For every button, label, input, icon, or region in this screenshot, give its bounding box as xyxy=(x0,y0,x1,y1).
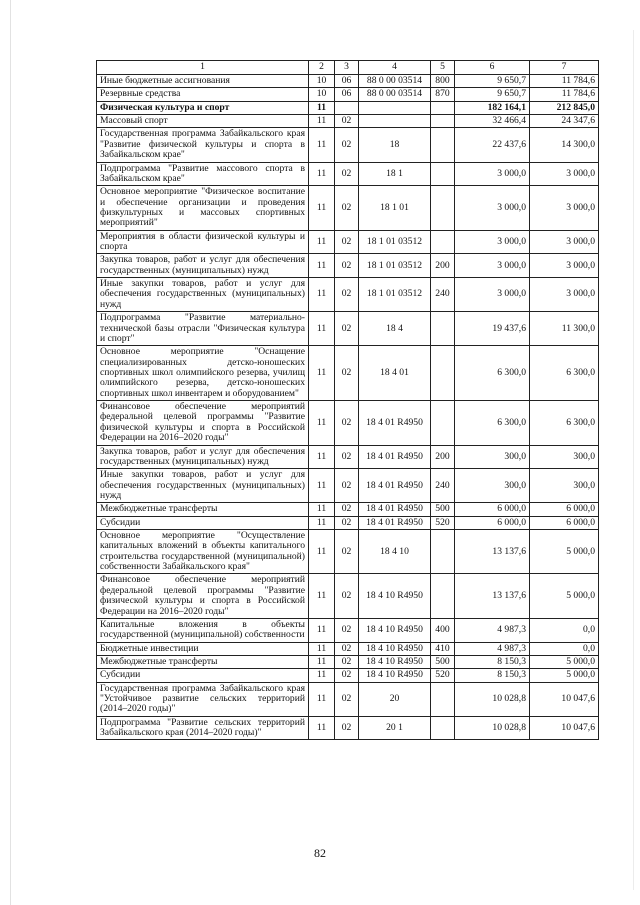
row-expense-type: 200 xyxy=(431,445,455,469)
row-subsection: 02 xyxy=(335,230,359,254)
row-target-code: 18 1 01 03512 xyxy=(359,230,431,254)
row-name: Подпрограмма "Развитие сельских территорий Забайкальского края (2014–2020 годы)" xyxy=(97,716,309,740)
row-amount-1: 3 000,0 xyxy=(455,186,530,230)
row-amount-2: 10 047,6 xyxy=(530,682,599,716)
row-amount-2: 3 000,0 xyxy=(530,186,599,230)
table-body xyxy=(97,61,599,740)
page-number: 82 xyxy=(314,846,326,860)
row-amount-2: 11 784,6 xyxy=(530,75,599,88)
row-amount-2: 11 784,6 xyxy=(530,88,599,101)
row-amount-1: 4 987,3 xyxy=(455,642,530,655)
table-row xyxy=(97,88,599,101)
row-amount-1: 6 000,0 xyxy=(455,516,530,529)
row-amount-2: 6 300,0 xyxy=(530,401,599,445)
row-expense-type xyxy=(431,186,455,230)
table-row xyxy=(97,642,599,655)
row-amount-2: 300,0 xyxy=(530,469,599,503)
row-section: 11 xyxy=(309,128,335,162)
row-amount-2: 5 000,0 xyxy=(530,655,599,668)
row-amount-1: 10 028,8 xyxy=(455,682,530,716)
row-expense-type xyxy=(431,230,455,254)
row-amount-1: 8 150,3 xyxy=(455,655,530,668)
row-amount-1: 13 137,6 xyxy=(455,574,530,618)
row-amount-2: 0,0 xyxy=(530,618,599,642)
row-expense-type xyxy=(431,101,455,114)
row-target-code xyxy=(359,101,431,114)
row-name: Мероприятия в области физической культуры и спорта xyxy=(97,230,309,254)
row-amount-1: 22 437,6 xyxy=(455,128,530,162)
scan-edge-right xyxy=(633,30,634,890)
row-expense-type xyxy=(431,682,455,716)
row-amount-2: 10 047,6 xyxy=(530,716,599,740)
row-target-code: 18 4 10 R4950 xyxy=(359,642,431,655)
row-section: 11 xyxy=(309,574,335,618)
row-subsection: 02 xyxy=(335,445,359,469)
row-subsection: 02 xyxy=(335,401,359,445)
row-name: Основное мероприятие "Осуществление капитальных вложений в объекты капитального строительства государственной (муниципальной) собственности Забайкальского края" xyxy=(97,530,309,574)
row-expense-type xyxy=(431,716,455,740)
header-cell-6: 6 xyxy=(455,61,530,75)
row-expense-type xyxy=(431,530,455,574)
row-amount-1: 3 000,0 xyxy=(455,230,530,254)
row-amount-1: 3 000,0 xyxy=(455,162,530,186)
table-row xyxy=(97,530,599,574)
row-expense-type: 870 xyxy=(431,88,455,101)
row-subsection: 02 xyxy=(335,503,359,516)
row-amount-1: 13 137,6 xyxy=(455,530,530,574)
row-name: Подпрограмма "Развитие материально-технической базы отрасли "Физическая культура и спорт" xyxy=(97,312,309,346)
row-section: 10 xyxy=(309,75,335,88)
row-section: 11 xyxy=(309,401,335,445)
table-row xyxy=(97,503,599,516)
row-section: 11 xyxy=(309,642,335,655)
row-name: Капитальные вложения в объекты государственной (муниципальной) собственности xyxy=(97,618,309,642)
row-expense-type xyxy=(431,312,455,346)
row-expense-type: 800 xyxy=(431,75,455,88)
header-row xyxy=(97,61,599,75)
row-amount-1: 9 650,7 xyxy=(455,75,530,88)
row-section: 11 xyxy=(309,530,335,574)
row-amount-2: 5 000,0 xyxy=(530,669,599,682)
row-subsection: 02 xyxy=(335,469,359,503)
row-name: Подпрограмма "Развитие массового спорта в Забайкальском крае" xyxy=(97,162,309,186)
row-amount-1: 19 437,6 xyxy=(455,312,530,346)
row-expense-type xyxy=(431,162,455,186)
row-target-code: 18 1 01 03512 xyxy=(359,254,431,278)
row-subsection: 02 xyxy=(335,716,359,740)
row-subsection: 02 xyxy=(335,655,359,668)
row-amount-2: 212 845,0 xyxy=(530,101,599,114)
row-subsection: 02 xyxy=(335,254,359,278)
row-amount-2: 3 000,0 xyxy=(530,254,599,278)
row-amount-1: 300,0 xyxy=(455,445,530,469)
row-section: 11 xyxy=(309,162,335,186)
row-amount-1: 3 000,0 xyxy=(455,278,530,312)
row-target-code: 18 4 01 xyxy=(359,346,431,401)
row-amount-2: 3 000,0 xyxy=(530,278,599,312)
row-target-code: 18 4 01 R4950 xyxy=(359,469,431,503)
table-row xyxy=(97,716,599,740)
row-amount-1: 3 000,0 xyxy=(455,254,530,278)
table-row xyxy=(97,278,599,312)
row-name: Основное мероприятие "Оснащение специализированных детско-юношеских спортивных школ олимпийского резерва, училищ олимпийского резерва, детско-юношеских спортивных школ инвентарем и оборудованием" xyxy=(97,346,309,401)
row-section: 11 xyxy=(309,101,335,114)
row-expense-type: 500 xyxy=(431,655,455,668)
row-section: 11 xyxy=(309,445,335,469)
row-amount-2: 6 300,0 xyxy=(530,346,599,401)
row-target-code: 20 xyxy=(359,682,431,716)
table-row xyxy=(97,75,599,88)
row-target-code: 18 4 10 R4950 xyxy=(359,655,431,668)
row-amount-1: 6 300,0 xyxy=(455,401,530,445)
scan-edge-left xyxy=(10,0,11,905)
row-subsection: 02 xyxy=(335,278,359,312)
row-amount-2: 300,0 xyxy=(530,445,599,469)
row-amount-2: 3 000,0 xyxy=(530,230,599,254)
row-section: 11 xyxy=(309,716,335,740)
row-amount-1: 182 164,1 xyxy=(455,101,530,114)
table-row xyxy=(97,115,599,128)
header-cell-7: 7 xyxy=(530,61,599,75)
row-amount-1: 300,0 xyxy=(455,469,530,503)
row-target-code: 88 0 00 03514 xyxy=(359,75,431,88)
row-subsection: 02 xyxy=(335,186,359,230)
row-name: Закупка товаров, работ и услуг для обеспечения государственных (муниципальных) нужд xyxy=(97,445,309,469)
row-subsection: 02 xyxy=(335,642,359,655)
row-section: 11 xyxy=(309,254,335,278)
row-section: 11 xyxy=(309,278,335,312)
row-target-code: 18 1 01 xyxy=(359,186,431,230)
row-amount-2: 0,0 xyxy=(530,642,599,655)
row-expense-type xyxy=(431,401,455,445)
table-row xyxy=(97,655,599,668)
row-subsection xyxy=(335,101,359,114)
row-amount-1: 4 987,3 xyxy=(455,618,530,642)
table-row xyxy=(97,346,599,401)
row-section: 11 xyxy=(309,503,335,516)
row-target-code: 18 4 10 xyxy=(359,530,431,574)
table-row xyxy=(97,128,599,162)
table-row xyxy=(97,669,599,682)
row-section: 11 xyxy=(309,346,335,401)
header-cell-2: 2 xyxy=(309,61,335,75)
row-expense-type: 520 xyxy=(431,516,455,529)
row-amount-2: 3 000,0 xyxy=(530,162,599,186)
row-subsection: 02 xyxy=(335,530,359,574)
row-subsection: 02 xyxy=(335,618,359,642)
row-section: 11 xyxy=(309,186,335,230)
row-section: 11 xyxy=(309,469,335,503)
row-name: Закупка товаров, работ и услуг для обеспечения государственных (муниципальных) нужд xyxy=(97,254,309,278)
row-amount-1: 6 000,0 xyxy=(455,503,530,516)
row-expense-type: 410 xyxy=(431,642,455,655)
row-section: 11 xyxy=(309,115,335,128)
row-amount-2: 6 000,0 xyxy=(530,516,599,529)
row-expense-type xyxy=(431,115,455,128)
table-row xyxy=(97,162,599,186)
row-target-code: 20 1 xyxy=(359,716,431,740)
row-target-code: 18 4 10 R4950 xyxy=(359,574,431,618)
row-amount-1: 32 466,4 xyxy=(455,115,530,128)
row-target-code xyxy=(359,115,431,128)
row-amount-1: 6 300,0 xyxy=(455,346,530,401)
table-row xyxy=(97,401,599,445)
row-subsection: 02 xyxy=(335,128,359,162)
row-name: Физическая культура и спорт xyxy=(97,101,309,114)
row-target-code: 18 4 01 R4950 xyxy=(359,401,431,445)
row-name: Межбюджетные трансферты xyxy=(97,655,309,668)
row-target-code: 18 4 01 R4950 xyxy=(359,503,431,516)
row-expense-type: 240 xyxy=(431,469,455,503)
table-row xyxy=(97,682,599,716)
row-subsection: 02 xyxy=(335,669,359,682)
table-row xyxy=(97,186,599,230)
row-amount-2: 5 000,0 xyxy=(530,574,599,618)
row-name: Межбюджетные трансферты xyxy=(97,503,309,516)
row-name: Бюджетные инвестиции xyxy=(97,642,309,655)
row-amount-1: 9 650,7 xyxy=(455,88,530,101)
row-name: Государственная программа Забайкальского края "Развитие физической культуры и спорта в Забайкальском крае" xyxy=(97,128,309,162)
row-expense-type: 500 xyxy=(431,503,455,516)
row-subsection: 02 xyxy=(335,346,359,401)
table-row xyxy=(97,445,599,469)
row-name: Массовый спорт xyxy=(97,115,309,128)
header-cell-4: 4 xyxy=(359,61,431,75)
row-target-code: 18 4 10 R4950 xyxy=(359,618,431,642)
row-name: Финансовое обеспечение мероприятий федеральной целевой программы "Развитие физической культуры и спорта в Российской Федерации на 2016–2020 годы" xyxy=(97,401,309,445)
row-subsection: 02 xyxy=(335,115,359,128)
row-amount-2: 14 300,0 xyxy=(530,128,599,162)
row-amount-2: 5 000,0 xyxy=(530,530,599,574)
row-amount-2: 11 300,0 xyxy=(530,312,599,346)
table-row xyxy=(97,312,599,346)
row-expense-type: 200 xyxy=(431,254,455,278)
row-expense-type: 400 xyxy=(431,618,455,642)
row-name: Финансовое обеспечение мероприятий федеральной целевой программы "Развитие физической культуры и спорта в Российской Федерации на 2016–2020 годы" xyxy=(97,574,309,618)
row-section: 11 xyxy=(309,312,335,346)
budget-table xyxy=(96,60,599,740)
row-amount-1: 8 150,3 xyxy=(455,669,530,682)
row-name: Государственная программа Забайкальского края "Устойчивое развитие сельских территорий (2014–2020 годы)" xyxy=(97,682,309,716)
row-amount-2: 24 347,6 xyxy=(530,115,599,128)
row-section: 11 xyxy=(309,230,335,254)
row-amount-2: 6 000,0 xyxy=(530,503,599,516)
row-target-code: 18 4 10 R4950 xyxy=(359,669,431,682)
row-expense-type xyxy=(431,346,455,401)
row-target-code: 18 1 xyxy=(359,162,431,186)
row-subsection: 06 xyxy=(335,88,359,101)
row-amount-1: 10 028,8 xyxy=(455,716,530,740)
row-target-code: 18 4 01 R4950 xyxy=(359,445,431,469)
row-expense-type xyxy=(431,128,455,162)
row-expense-type: 520 xyxy=(431,669,455,682)
header-cell-1: 1 xyxy=(97,61,309,75)
row-target-code: 18 4 01 R4950 xyxy=(359,516,431,529)
table-row xyxy=(97,516,599,529)
row-name: Иные закупки товаров, работ и услуг для обеспечения государственных (муниципальных) нужд xyxy=(97,469,309,503)
row-expense-type xyxy=(431,574,455,618)
table-row xyxy=(97,469,599,503)
row-name: Иные закупки товаров, работ и услуг для обеспечения государственных (муниципальных) нужд xyxy=(97,278,309,312)
row-name: Иные бюджетные ассигнования xyxy=(97,75,309,88)
row-expense-type: 240 xyxy=(431,278,455,312)
row-section: 11 xyxy=(309,682,335,716)
header-cell-3: 3 xyxy=(335,61,359,75)
table-row xyxy=(97,618,599,642)
row-section: 11 xyxy=(309,669,335,682)
row-section: 11 xyxy=(309,516,335,529)
row-target-code: 88 0 00 03514 xyxy=(359,88,431,101)
row-subsection: 02 xyxy=(335,516,359,529)
row-subsection: 02 xyxy=(335,312,359,346)
table-row xyxy=(97,254,599,278)
row-name: Резервные средства xyxy=(97,88,309,101)
row-target-code: 18 1 01 03512 xyxy=(359,278,431,312)
row-name: Субсидии xyxy=(97,669,309,682)
row-subsection: 06 xyxy=(335,75,359,88)
header-cell-5: 5 xyxy=(431,61,455,75)
row-section: 11 xyxy=(309,618,335,642)
row-target-code: 18 xyxy=(359,128,431,162)
row-section: 11 xyxy=(309,655,335,668)
row-name: Субсидии xyxy=(97,516,309,529)
row-subsection: 02 xyxy=(335,574,359,618)
table-row xyxy=(97,101,599,114)
row-section: 10 xyxy=(309,88,335,101)
row-name: Основное мероприятие "Физическое воспитание и обеспечение организации и проведения физкультурных и массовых спортивных мероприятий" xyxy=(97,186,309,230)
row-target-code: 18 4 xyxy=(359,312,431,346)
row-subsection: 02 xyxy=(335,682,359,716)
table-row xyxy=(97,230,599,254)
table-row xyxy=(97,574,599,618)
row-subsection: 02 xyxy=(335,162,359,186)
